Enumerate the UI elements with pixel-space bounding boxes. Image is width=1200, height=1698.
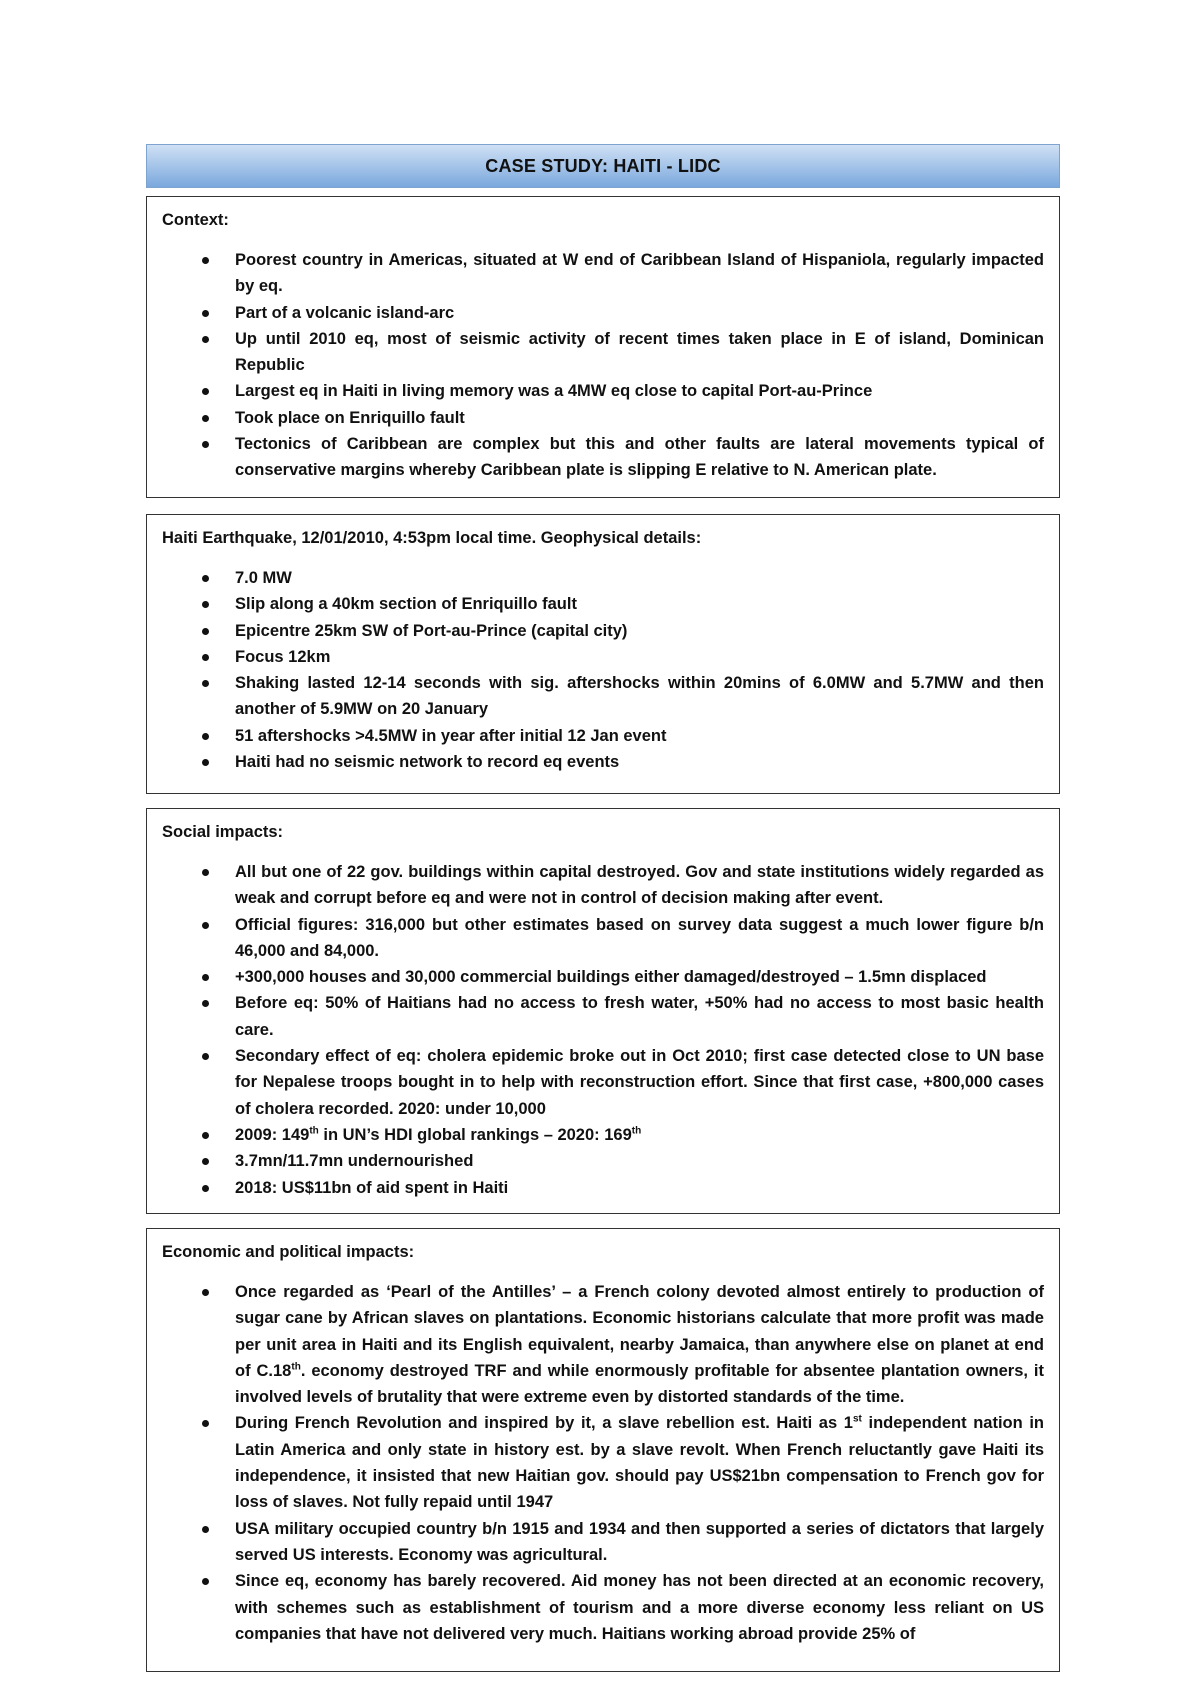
list-item [162, 1122, 1044, 1148]
list-item: USA military occupied country b/n 1915 and 1934 and then supported a series of dictators that largely served US interests. Economy was agricultural. [162, 1516, 1044, 1569]
list-item: +300,000 houses and 30,000 commercial buildings either damaged/destroyed – 1.5mn displaced [162, 964, 1044, 990]
list-item: Shaking lasted 12-14 seconds with sig. aftershocks within 20mins of 6.0MW and 5.7MW and then another of 5.9MW on 20 January [162, 670, 1044, 723]
item-text: Once regarded as ‘Pearl of the Antilles’ – a French colony devoted almost entirely to production of sugar cane by African slaves on plantations. Economic historians calculate that more profit was made per unit area in Haiti and its English equivalent, nearby Jamaica, than anywhere else on planet at end of C.18 [235, 1283, 1044, 1380]
superscript: th [631, 1125, 642, 1137]
section-heading: Context: [162, 211, 229, 229]
section-heading: Haiti Earthquake, 12/01/2010, 4:53pm local time. Geophysical details: [162, 529, 702, 547]
list-item: Focus 12km [162, 644, 1044, 670]
section-heading: Economic and political impacts: [162, 1243, 415, 1261]
list-item: Secondary effect of eq: cholera epidemic broke out in Oct 2010; first case detected close to UN base for Nepalese troops bought in to help with reconstruction effort. Since that first case, +800,000 cases of cholera recorded. 2020: under 10,000 [162, 1043, 1044, 1122]
superscript: st [852, 1413, 862, 1425]
superscript: th [291, 1361, 301, 1373]
list-item: 7.0 MW [162, 565, 1044, 591]
superscript: th [309, 1125, 319, 1137]
list-item: Before eq: 50% of Haitians had no access to fresh water, +50% had no access to most basic health care. [162, 990, 1044, 1043]
list-item: Tectonics of Caribbean are complex but this and other faults are lateral movements typical of conservative margins whereby Caribbean plate is slipping E relative to N. American plate. [162, 431, 1044, 484]
section-heading: Social impacts: [162, 823, 284, 841]
economic-political-section [146, 1228, 1060, 1672]
list-item: All but one of 22 gov. buildings within capital destroyed. Gov and state institutions widely regarded as weak and corrupt before eq and were not in control of decision making after event. [162, 859, 1044, 912]
list-item: Part of a volcanic island-arc [162, 300, 1044, 326]
bullet-list [162, 565, 1044, 775]
list-item [162, 1410, 1044, 1515]
list-item: Epicentre 25km SW of Port-au-Prince (capital city) [162, 618, 1044, 644]
list-item: Haiti had no seismic network to record eq events [162, 749, 1044, 775]
list-item: 2018: US$11bn of aid spent in Haiti [162, 1175, 1044, 1201]
list-item: Largest eq in Haiti in living memory was a 4MW eq close to capital Port-au-Prince [162, 378, 1044, 404]
list-item: 3.7mn/11.7mn undernourished [162, 1148, 1044, 1174]
bullet-list [162, 247, 1044, 484]
item-text: . economy destroyed TRF and while enormously profitable for absentee plantation owners, it involved levels of brutality that were extreme even by distorted standards of the time. [235, 1361, 1044, 1407]
document-page [146, 144, 1060, 1643]
list-item: Slip along a 40km section of Enriquillo fault [162, 591, 1044, 617]
bullet-list [162, 1279, 1044, 1647]
social-impacts-section [146, 808, 1060, 1214]
list-item: 51 aftershocks >4.5MW in year after initial 12 Jan event [162, 723, 1044, 749]
hdi-text: in UN’s HDI global rankings – 2020: 169 [318, 1125, 632, 1144]
bullet-list [162, 859, 1044, 1201]
list-item: Since eq, economy has barely recovered. Aid money has not been directed at an economic recovery, with schemes such as establishment of tourism and a more diverse economy less reliant on US companies that have not delivered very much. Haitians working abroad provide 25% of [162, 1568, 1044, 1647]
page-title: CASE STUDY: HAITI - LIDC [146, 144, 1060, 188]
list-item: Took place on Enriquillo fault [162, 405, 1044, 431]
list-item: Up until 2010 eq, most of seismic activity of recent times taken place in E of island, Dominican Republic [162, 326, 1044, 379]
geophysical-section [146, 514, 1060, 794]
list-item: Poorest country in Americas, situated at W end of Caribbean Island of Hispaniola, regularly impacted by eq. [162, 247, 1044, 300]
context-section [146, 196, 1060, 498]
list-item [162, 1279, 1044, 1410]
hdi-text: 2009: 149 [235, 1125, 310, 1144]
list-item: Official figures: 316,000 but other estimates based on survey data suggest a much lower figure b/n 46,000 and 84,000. [162, 912, 1044, 965]
item-text: During French Revolution and inspired by it, a slave rebellion est. Haiti as 1 [235, 1414, 853, 1433]
item-text: independent nation in Latin America and only state in history est. by a slave revolt. When French reluctantly gave Haiti its independence, it insisted that new Haitian gov. should pay US$21bn compensation to French gov for loss of slaves. Not fully repaid until 1947 [235, 1414, 1044, 1512]
